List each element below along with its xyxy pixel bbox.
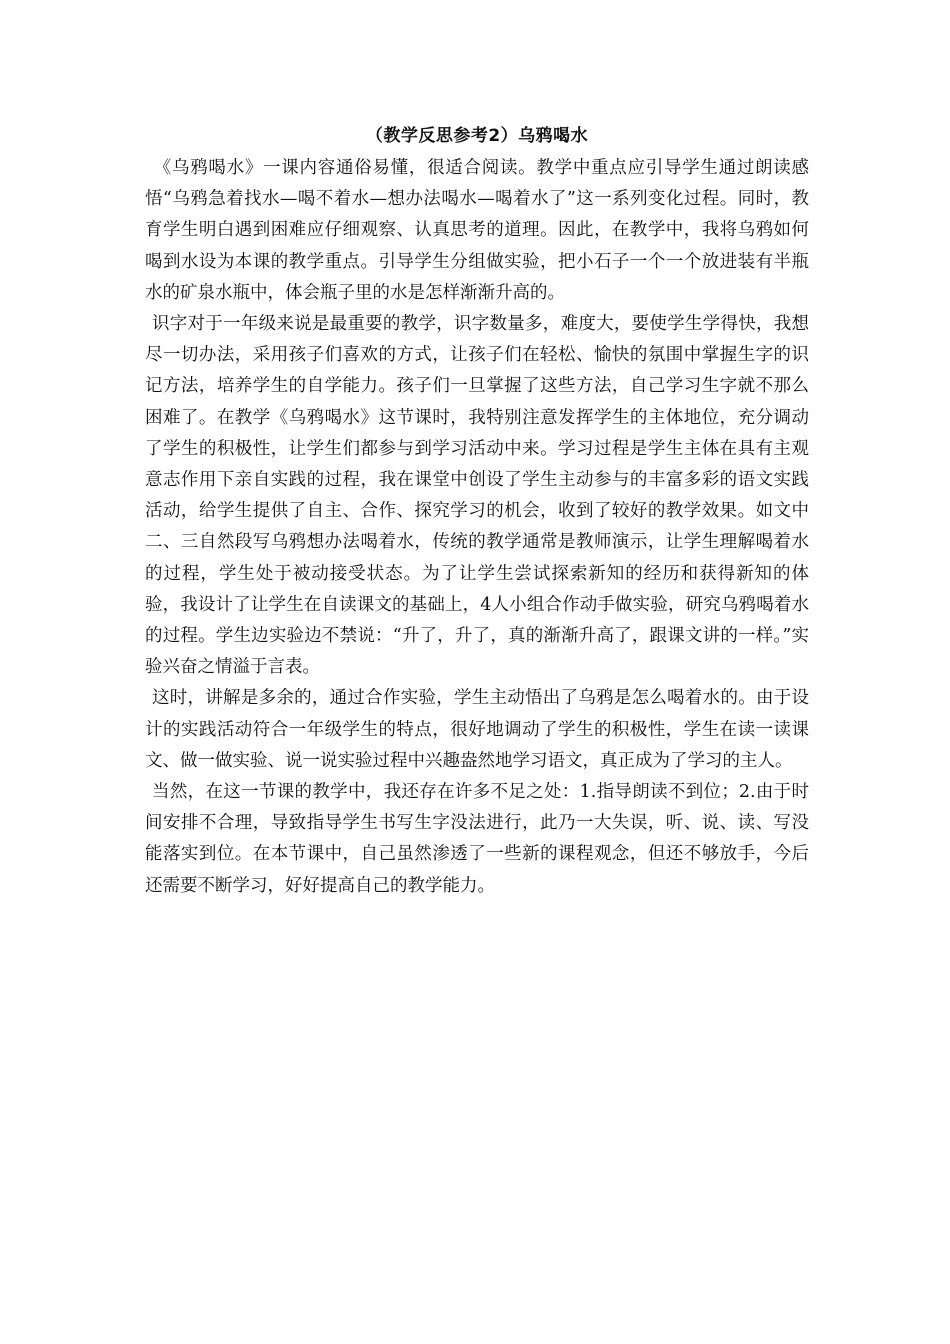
- document-title: （教学反思参考2）乌鸦喝水: [365, 126, 589, 146]
- paragraph-literacy: 识字对于一年级来说是最重要的教学，识字数量多，难度大，要使学生学得快，我想尽一切办法，采用孩子们喜欢的方式，让孩子们在轻松、愉快的氛围中掌握生字的识记方法，培养学生的自学能力。孩子们一旦掌握了这些方法，自己学习生字就不那么困难了。在教学《乌鸦喝水》这节课时，我特别注意发挥学生的主体地位，充分调动了学生的积极性，让学生们都参与到学习活动中来。学习过程是学生主体在具有主观意志作用下亲自实践的过程，我在课堂中创设了学生主动参与的丰富多彩的语文实践活动，给学生提供了自主、合作、探究学习的机会，收到了较好的教学效果。如文中二、三自然段写乌鸦想办法喝着水，传统的教学通常是教师演示，让学生理解喝着水的过程，学生处于被动接受状态。为了让学生尝试探索新知的经历和获得新知的体验，我设计了让学生在自读课文的基础上，4人小组合作动手做实验，研究乌鸦喝着水的过程。学生边实验边不禁说：“升了，升了，真的渐渐升高了，跟课文讲的一样。”实验兴奋之情溢于言表。: [145, 314, 809, 678]
- paragraph-intro: 《乌鸦喝水》一课内容通俗易懂，很适合阅读。教学中重点应引导学生通过朗读感悟“乌鸦急着找水—喝不着水—想办法喝水—喝着水了”这一系列变化过程。同时，教育学生明白遇到困难应仔细观察、认真思考的道理。因此，在教学中，我将乌鸦如何喝到水设为本课的教学重点。引导学生分组做实验，把小石子一个一个放进装有半瓶水的矿泉水瓶中，体会瓶子里的水是怎样渐渐升高的。: [145, 158, 809, 303]
- paragraph-shortcomings: 当然，在这一节课的教学中，我还存在许多不足之处：1.指导朗读不到位；2.由于时间安排不合理，导致指导学生书写生字没法进行，此乃一大失误，听、说、读、写没能落实到位。在本节课中，自己虽然渗透了一些新的课程观念，但还不够放手，今后还需要不断学习，好好提高自己的教学能力。: [145, 782, 809, 896]
- paragraph-experiment: 这时，讲解是多余的，通过合作实验，学生主动悟出了乌鸦是怎么喝着水的。由于设计的实践活动符合一年级学生的特点，很好地调动了学生的积极性，学生在读一读课文、做一做实验、说一说实验过程中兴趣盎然地学习语文，真正成为了学习的主人。: [145, 688, 809, 771]
- document-body: [145, 122, 809, 902]
